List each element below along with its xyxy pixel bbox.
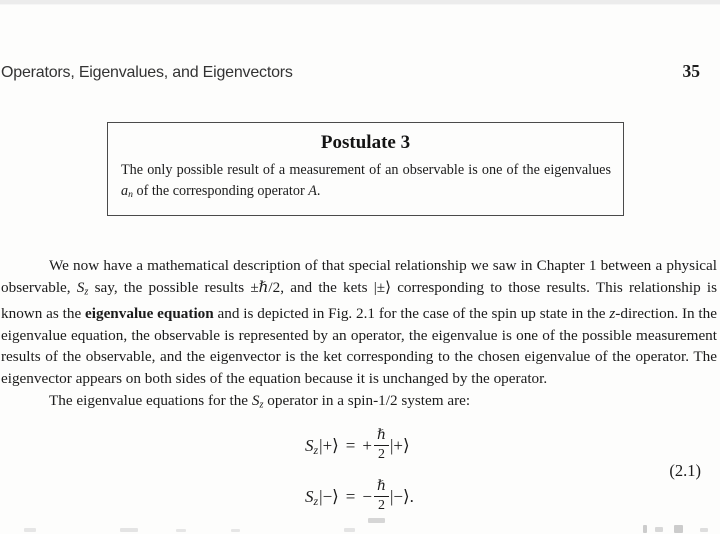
equation-block	[1, 423, 717, 519]
text-segment: a	[121, 183, 129, 199]
running-head: Operators, Eigenvalues, and Eigenvectors	[1, 64, 293, 81]
operator-symbol: S	[305, 435, 314, 455]
eigenvalue-equation-spin-down	[305, 474, 717, 519]
equation-tail: .	[409, 486, 414, 506]
fraction-numerator-hbar: ℏ	[376, 479, 387, 495]
cutoff-glyph-fragment	[674, 525, 683, 533]
cutoff-glyph-fragment	[700, 528, 708, 532]
postulate-title: Postulate 3	[320, 132, 411, 153]
cutoff-glyph-fragment	[655, 527, 663, 532]
cutoff-glyph-fragment	[176, 529, 186, 532]
equals-sign: =	[345, 486, 356, 506]
text-segment: eigenvalue equation	[85, 304, 214, 322]
text-segment: S	[251, 392, 260, 410]
hbar-over-2-fraction	[374, 429, 389, 462]
text-segment: z	[609, 304, 616, 322]
equals-sign: =	[345, 435, 356, 455]
page-number: 35	[682, 61, 700, 81]
text-segment: and is depicted in Fig. 2.1 for the case of the spin up state in the	[213, 304, 610, 322]
cutoff-glyph-fragment	[643, 525, 647, 533]
text-segment: The eigenvalue equations for the	[49, 392, 252, 410]
text-segment: say, the possible results	[88, 278, 251, 296]
text-segment: A	[308, 183, 317, 199]
plus-sign: +	[362, 435, 372, 455]
eigenvalue-equation-spin-up	[305, 423, 717, 468]
operator-subscript: z	[313, 494, 319, 509]
text-segment: operator in a spin-1/2 system are:	[263, 392, 471, 410]
text-segment: z	[259, 399, 264, 411]
cutoff-glyph-fragment	[344, 528, 355, 532]
hbar-over-2-fraction	[374, 480, 389, 513]
postulate-body-text	[121, 160, 611, 205]
postulate-box	[107, 122, 624, 216]
text-segment: The only possible result of a measurement of an observable is one of the eigenvalues	[121, 162, 611, 178]
text-segment: |±⟩	[373, 278, 392, 296]
ket-minus: |−⟩	[319, 486, 339, 506]
cutoff-glyph-fragment	[120, 528, 138, 532]
text-segment: -direction. In the eigenvalue equation, the observable is represented by an operator, the eigenvalue is one of the possible measurement results of the observable, and the eigenvector is the ket corresponding to the chosen eigenvalue of the operator. The eigenvector appears on both sides of the equation because it is unchanged by the operator.	[1, 304, 717, 388]
fraction-denominator-2: 2	[374, 445, 389, 462]
cutoff-glyph-fragment	[231, 529, 240, 532]
paragraph-eigenvalue-relationship	[1, 255, 717, 390]
text-segment: ±ℏ/2	[250, 278, 281, 296]
text-segment: , and the kets	[280, 278, 374, 296]
equations-column	[305, 423, 717, 519]
equation-number: (2.1)	[669, 461, 701, 481]
text-segment: n	[128, 189, 133, 201]
ket-minus: |−⟩	[390, 486, 410, 506]
text-segment: z	[84, 286, 89, 298]
text-segment: of the corresponding operator	[132, 183, 309, 199]
ket-plus: |+⟩	[319, 435, 339, 455]
scan-edge-band	[0, 0, 720, 5]
cutoff-glyph-fragment	[24, 528, 36, 532]
paragraph-eigenvalue-equations-intro	[1, 390, 717, 416]
operator-subscript: z	[313, 443, 319, 458]
text-segment: .	[316, 183, 321, 199]
text-segment: We now have a mathematical description of that special relationship we saw in Chapter 1 between a physical observable,	[1, 257, 717, 296]
operator-symbol: S	[305, 486, 314, 506]
fraction-numerator-hbar: ℏ	[376, 428, 387, 444]
text-segment: corresponding to those results. This relationship is known as the	[1, 278, 718, 322]
ket-plus: |+⟩	[390, 435, 410, 455]
minus-sign: −	[362, 486, 372, 506]
text-segment: S	[76, 278, 85, 296]
fraction-denominator-2: 2	[374, 496, 389, 513]
main-text-column	[1, 255, 717, 519]
